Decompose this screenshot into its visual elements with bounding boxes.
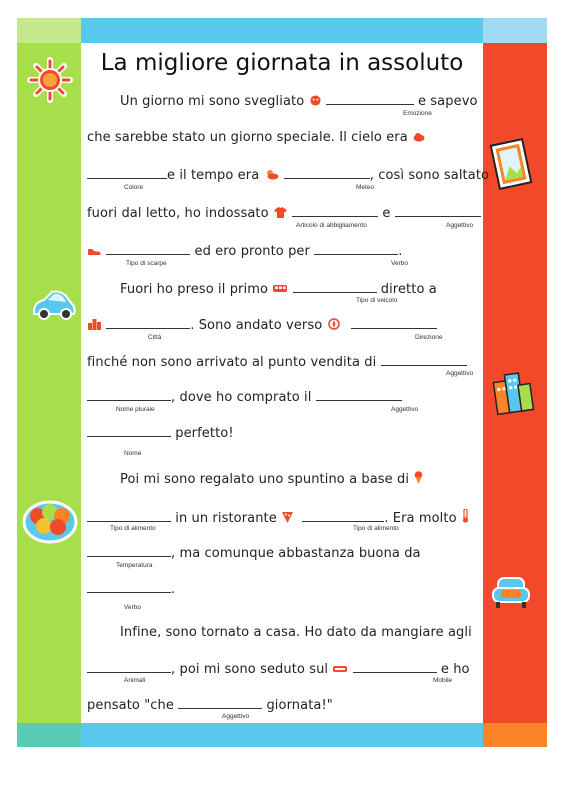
story-line-16: , poi mi sono seduto sul e ho <box>87 661 481 678</box>
story-line-17: pensato "che giornata!" <box>87 698 333 713</box>
blank-adjective-1[interactable] <box>395 205 481 217</box>
blank-adjective-2[interactable] <box>87 389 171 401</box>
blank-direction[interactable] <box>351 317 437 329</box>
car-icon <box>30 286 78 322</box>
label-verbo-2: Verbo <box>124 604 141 611</box>
tshirt-icon <box>274 207 287 218</box>
frame-left-bar <box>17 43 81 723</box>
label-temperatura: Temperatura <box>116 562 153 569</box>
compass-icon <box>328 318 340 330</box>
label-aggettivo-2: Aggettivo <box>446 370 474 377</box>
blank-weather[interactable] <box>284 167 370 179</box>
story-line-15: Infine, sono tornato a casa. Ho dato da mangiare agli <box>120 625 472 640</box>
label-direzione: Direzione <box>415 334 443 341</box>
picture-frame-icon <box>489 136 533 192</box>
blank-adjective-3[interactable] <box>87 425 171 437</box>
label-tipo-scarpe: Tipo di scarpe <box>126 260 167 267</box>
story-line-1: Un giorno mi sono svegliato e sapevo <box>120 94 478 109</box>
blank-furniture[interactable] <box>353 661 437 673</box>
page-title: La migliore giornata in assoluto <box>100 50 464 76</box>
frame-top <box>81 18 483 43</box>
story-line-7: . Sono andato verso <box>87 317 481 334</box>
story-line-11: Poi mi sono regalato uno spuntino a base di <box>120 471 514 488</box>
blank-emotion[interactable] <box>326 93 414 105</box>
emoji-face-icon <box>310 95 321 106</box>
label-animali: Animali <box>124 677 146 684</box>
blank-adjective-4[interactable] <box>178 697 262 709</box>
label-tipo-alimento-1: Tipo di alimento <box>110 525 156 532</box>
blank-vehicle[interactable] <box>293 281 377 293</box>
label-tipo-veicolo: Tipo di veicolo <box>356 297 398 304</box>
blank-verb-2[interactable] <box>87 581 171 593</box>
blank-animals[interactable] <box>87 661 171 673</box>
pizza-icon <box>282 512 293 523</box>
blank-clothing[interactable] <box>292 205 378 217</box>
label-colore: Colore <box>124 184 144 191</box>
armchair-icon <box>490 572 532 612</box>
ice-cream-icon <box>414 471 423 484</box>
blank-verb-1[interactable] <box>314 243 398 255</box>
frame-bottom <box>81 723 483 747</box>
story-line-4: fuori dal letto, ho indossato e <box>87 205 481 222</box>
story-line-5: ed ero pronto per . <box>87 243 481 260</box>
label-nome-plurale: Nome plurale <box>116 406 155 413</box>
bus-icon <box>273 285 287 294</box>
blank-city[interactable] <box>106 317 190 329</box>
blank-shoes[interactable] <box>106 243 190 255</box>
story-line-10: perfetto! <box>87 425 481 442</box>
label-articolo: Articolo di abbigliamento <box>296 222 367 229</box>
blank-noun[interactable] <box>316 389 402 401</box>
frame-bottom-right <box>483 723 547 747</box>
city-icon <box>88 319 101 330</box>
blank-temperature[interactable] <box>87 545 171 557</box>
blank-plural-noun[interactable] <box>381 354 467 366</box>
buildings-icon <box>489 370 537 416</box>
label-aggettivo-3: Aggettivo <box>391 406 419 413</box>
label-aggettivo-1: Aggettivo <box>446 222 474 229</box>
label-nome: Nome <box>124 450 142 457</box>
sun-icon <box>26 56 74 104</box>
story-line-8: finché non sono arrivato al punto vendita di <box>87 354 481 371</box>
label-meteo: Meteo <box>356 184 375 191</box>
story-line-14: . <box>87 581 481 598</box>
label-tipo-alimento-2: Tipo di alimento <box>353 525 399 532</box>
story-line-3: e il tempo era , così sono saltato <box>87 167 481 184</box>
blank-food-2[interactable] <box>302 510 384 522</box>
blank-color[interactable] <box>87 167 167 179</box>
cloud-icon <box>413 132 425 142</box>
label-mobile: Mobile <box>433 677 453 684</box>
label-emozione: Emozione <box>403 110 432 117</box>
shoe-icon <box>88 247 101 256</box>
thermometer-icon <box>462 509 469 523</box>
story-line-13: , ma comunque abbastanza buona da <box>87 545 481 562</box>
frame-top-left <box>17 18 81 43</box>
fruit-bowl-icon <box>22 494 78 544</box>
frame-top-right <box>483 18 547 43</box>
sofa-icon <box>333 666 347 674</box>
story-line-12: in un ristorante . Era molto <box>87 509 481 527</box>
blank-food-1[interactable] <box>87 510 171 522</box>
label-verbo-1: Verbo <box>391 260 408 267</box>
story-line-9: , dove ho comprato il <box>87 389 481 406</box>
story-line-2: che sarebbe stato un giorno speciale. Il cielo era <box>87 130 481 146</box>
label-aggettivo-4: Aggettivo <box>222 713 250 720</box>
weather-icon <box>265 169 279 180</box>
story-line-6: Fuori ho preso il primo diretto a <box>120 282 437 297</box>
label-citta: Città <box>148 334 162 341</box>
frame-bottom-left <box>17 723 81 747</box>
